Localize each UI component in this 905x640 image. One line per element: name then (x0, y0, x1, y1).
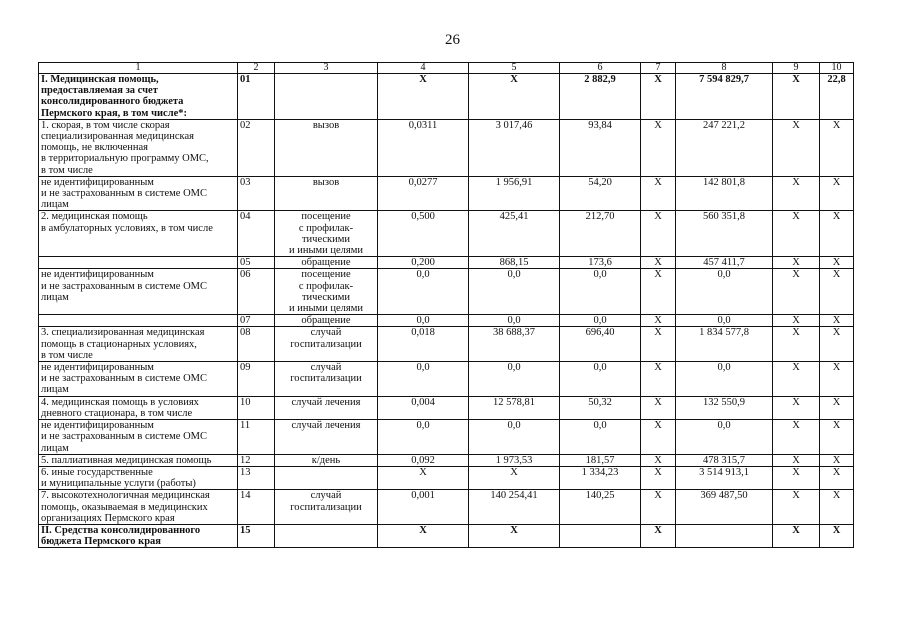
cell-total-cost: 247 221,2 (676, 119, 773, 176)
cell-cost-per-unit: 0,0 (469, 315, 560, 327)
cell-total-oms: X (773, 454, 820, 466)
cell-volume-per-person: 0,500 (378, 211, 469, 257)
table-row (39, 396, 854, 419)
table-row (39, 490, 854, 525)
cell-per-capita-oms: X (641, 74, 676, 120)
cell-indicator: 6. иные государственные и муниципальные услуги (работы) (39, 466, 238, 489)
cell-row-code: 01 (238, 74, 275, 120)
cell-indicator: не идентифицированным и не застрахованным в системе ОМС лицам (39, 420, 238, 455)
data-table (38, 62, 854, 548)
cell-per-capita-amount (560, 524, 641, 547)
table-row (39, 454, 854, 466)
cell-per-capita-oms: X (641, 119, 676, 176)
cell-per-capita-amount: 696,40 (560, 327, 641, 362)
cell-total-oms: X (773, 74, 820, 120)
cell-unit (275, 524, 378, 547)
cell-row-code: 13 (238, 466, 275, 489)
cell-indicator: не идентифицированным и не застрахованным в системе ОМС лицам (39, 362, 238, 397)
cell-cost-per-unit: 140 254,41 (469, 490, 560, 525)
table-header-row (39, 63, 854, 74)
table-row (39, 524, 854, 547)
cell-total-oms: X (773, 315, 820, 327)
cell-volume-per-person: X (378, 74, 469, 120)
cell-total-oms: X (773, 211, 820, 257)
cell-per-capita-amount: 0,0 (560, 362, 641, 397)
table-row (39, 420, 854, 455)
cell-percent-of-total: X (820, 524, 854, 547)
table-row (39, 466, 854, 489)
cell-row-code: 02 (238, 119, 275, 176)
cell-per-capita-oms: X (641, 466, 676, 489)
cell-unit: случай госпитализации (275, 362, 378, 397)
cell-volume-per-person: 0,0277 (378, 176, 469, 211)
cell-cost-per-unit: 0,0 (469, 269, 560, 315)
cell-volume-per-person: 0,092 (378, 454, 469, 466)
cell-total-cost: 0,0 (676, 362, 773, 397)
cell-row-code: 06 (238, 269, 275, 315)
cell-total-oms: X (773, 269, 820, 315)
cell-total-cost: 142 801,8 (676, 176, 773, 211)
cell-percent-of-total: X (820, 362, 854, 397)
cell-per-capita-amount: 212,70 (560, 211, 641, 257)
cell-total-cost: 457 411,7 (676, 257, 773, 269)
cell-total-cost: 0,0 (676, 269, 773, 315)
cell-row-code: 09 (238, 362, 275, 397)
cell-total-oms: X (773, 490, 820, 525)
cell-row-code: 08 (238, 327, 275, 362)
cell-indicator: 1. скорая, в том числе скорая специализированная медицинская помощь, не включенная в территориальную программу ОМС, в том числе (39, 119, 238, 176)
cell-percent-of-total: X (820, 490, 854, 525)
cell-row-code: 14 (238, 490, 275, 525)
cell-total-cost (676, 524, 773, 547)
table-row (39, 269, 854, 315)
cell-indicator: I. Медицинская помощь, предоставляемая за счет консолидированного бюджета Пермского края, в том числе*: (39, 74, 238, 120)
cell-per-capita-amount: 50,32 (560, 396, 641, 419)
header-cell: 4 (378, 63, 469, 74)
cell-unit: обращение (275, 257, 378, 269)
cell-total-cost: 478 315,7 (676, 454, 773, 466)
cell-row-code: 11 (238, 420, 275, 455)
cell-volume-per-person: 0,0 (378, 362, 469, 397)
cell-per-capita-oms: X (641, 362, 676, 397)
cell-volume-per-person: X (378, 524, 469, 547)
cell-percent-of-total: X (820, 269, 854, 315)
cell-per-capita-oms: X (641, 176, 676, 211)
cell-cost-per-unit: 12 578,81 (469, 396, 560, 419)
cell-total-oms: X (773, 420, 820, 455)
cell-percent-of-total: X (820, 466, 854, 489)
cell-percent-of-total: X (820, 257, 854, 269)
table-row (39, 74, 854, 120)
cell-unit: случай госпитализации (275, 327, 378, 362)
cell-total-oms: X (773, 119, 820, 176)
cell-percent-of-total: X (820, 396, 854, 419)
header-cell: 1 (39, 63, 238, 74)
cell-unit: посещение с профилак- тическими и иными целями (275, 211, 378, 257)
cell-volume-per-person: 0,0 (378, 315, 469, 327)
cell-indicator: 7. высокотехнологичная медицинская помощь, оказываемая в медицинских организациях Пермского края (39, 490, 238, 525)
cell-per-capita-oms: X (641, 524, 676, 547)
cell-row-code: 05 (238, 257, 275, 269)
cell-per-capita-amount: 181,57 (560, 454, 641, 466)
page-number: 26 (445, 32, 460, 48)
cell-unit: вызов (275, 176, 378, 211)
cell-total-oms: X (773, 524, 820, 547)
cell-cost-per-unit: X (469, 466, 560, 489)
cell-total-cost: 369 487,50 (676, 490, 773, 525)
cell-total-oms: X (773, 362, 820, 397)
cell-per-capita-amount: 54,20 (560, 176, 641, 211)
header-cell: 3 (275, 63, 378, 74)
cell-total-oms: X (773, 257, 820, 269)
header-cell: 7 (641, 63, 676, 74)
cell-row-code: 04 (238, 211, 275, 257)
cell-volume-per-person: 0,001 (378, 490, 469, 525)
cell-unit (275, 74, 378, 120)
cell-indicator: 5. паллиативная медицинская помощь (39, 454, 238, 466)
cell-unit: вызов (275, 119, 378, 176)
header-cell: 5 (469, 63, 560, 74)
cell-unit: посещение с профилак- тическими и иными целями (275, 269, 378, 315)
cell-total-oms: X (773, 466, 820, 489)
cell-per-capita-oms: X (641, 269, 676, 315)
cell-unit: случай лечения (275, 420, 378, 455)
cell-percent-of-total: X (820, 176, 854, 211)
table-row (39, 211, 854, 257)
cell-indicator: не идентифицированным и не застрахованным в системе ОМС лицам (39, 176, 238, 211)
cell-percent-of-total: X (820, 454, 854, 466)
table-row (39, 327, 854, 362)
cell-row-code: 03 (238, 176, 275, 211)
cell-volume-per-person: 0,200 (378, 257, 469, 269)
header-cell: 10 (820, 63, 854, 74)
cell-percent-of-total: X (820, 119, 854, 176)
cell-unit (275, 466, 378, 489)
cell-row-code: 12 (238, 454, 275, 466)
header-cell: 9 (773, 63, 820, 74)
table-row (39, 119, 854, 176)
header-cell: 6 (560, 63, 641, 74)
cell-cost-per-unit: 425,41 (469, 211, 560, 257)
table-row (39, 257, 854, 269)
cell-unit: обращение (275, 315, 378, 327)
table-row (39, 315, 854, 327)
cell-total-cost: 0,0 (676, 420, 773, 455)
cell-per-capita-amount: 0,0 (560, 315, 641, 327)
cell-cost-per-unit: 868,15 (469, 257, 560, 269)
cell-cost-per-unit: X (469, 524, 560, 547)
cell-volume-per-person: 0,0 (378, 420, 469, 455)
cell-row-code: 07 (238, 315, 275, 327)
cell-unit: к/день (275, 454, 378, 466)
cell-total-oms: X (773, 327, 820, 362)
cell-volume-per-person: X (378, 466, 469, 489)
cell-indicator (39, 315, 238, 327)
cell-cost-per-unit: 1 973,53 (469, 454, 560, 466)
cell-indicator: II. Средства консолидированного бюджета Пермского края (39, 524, 238, 547)
cell-volume-per-person: 0,0311 (378, 119, 469, 176)
table-row (39, 362, 854, 397)
cell-volume-per-person: 0,004 (378, 396, 469, 419)
cell-cost-per-unit: 1 956,91 (469, 176, 560, 211)
cell-per-capita-amount: 2 882,9 (560, 74, 641, 120)
cell-per-capita-oms: X (641, 396, 676, 419)
header-cell: 2 (238, 63, 275, 74)
cell-indicator: 4. медицинская помощь в условиях дневного стационара, в том числе (39, 396, 238, 419)
cell-indicator: 3. специализированная медицинская помощь в стационарных условиях, в том числе (39, 327, 238, 362)
cell-cost-per-unit: 38 688,37 (469, 327, 560, 362)
cell-row-code: 10 (238, 396, 275, 419)
cell-percent-of-total: 22,8 (820, 74, 854, 120)
cell-cost-per-unit: 3 017,46 (469, 119, 560, 176)
cell-per-capita-oms: X (641, 420, 676, 455)
cell-per-capita-oms: X (641, 315, 676, 327)
cell-total-oms: X (773, 396, 820, 419)
cell-per-capita-oms: X (641, 490, 676, 525)
cell-per-capita-amount: 0,0 (560, 269, 641, 315)
cell-indicator: не идентифицированным и не застрахованным в системе ОМС лицам (39, 269, 238, 315)
cell-indicator (39, 257, 238, 269)
cell-volume-per-person: 0,0 (378, 269, 469, 315)
table-row (39, 176, 854, 211)
cell-cost-per-unit: 0,0 (469, 420, 560, 455)
cell-row-code: 15 (238, 524, 275, 547)
cell-volume-per-person: 0,018 (378, 327, 469, 362)
cell-per-capita-oms: X (641, 257, 676, 269)
cell-indicator: 2. медицинская помощь в амбулаторных условиях, в том числе (39, 211, 238, 257)
cell-per-capita-amount: 140,25 (560, 490, 641, 525)
cell-total-oms: X (773, 176, 820, 211)
cell-total-cost: 3 514 913,1 (676, 466, 773, 489)
cell-unit: случай госпитализации (275, 490, 378, 525)
cell-total-cost: 1 834 577,8 (676, 327, 773, 362)
cell-per-capita-amount: 93,84 (560, 119, 641, 176)
cell-cost-per-unit: 0,0 (469, 362, 560, 397)
cell-total-cost: 7 594 829,7 (676, 74, 773, 120)
cell-unit: случай лечения (275, 396, 378, 419)
cell-percent-of-total: X (820, 327, 854, 362)
cell-per-capita-oms: X (641, 454, 676, 466)
cell-per-capita-oms: X (641, 327, 676, 362)
header-cell: 8 (676, 63, 773, 74)
cell-per-capita-oms: X (641, 211, 676, 257)
cell-per-capita-amount: 0,0 (560, 420, 641, 455)
cell-total-cost: 560 351,8 (676, 211, 773, 257)
cell-per-capita-amount: 173,6 (560, 257, 641, 269)
cell-total-cost: 132 550,9 (676, 396, 773, 419)
cell-percent-of-total: X (820, 211, 854, 257)
cell-percent-of-total: X (820, 315, 854, 327)
cell-per-capita-amount: 1 334,23 (560, 466, 641, 489)
cell-cost-per-unit: X (469, 74, 560, 120)
cell-total-cost: 0,0 (676, 315, 773, 327)
cell-percent-of-total: X (820, 420, 854, 455)
